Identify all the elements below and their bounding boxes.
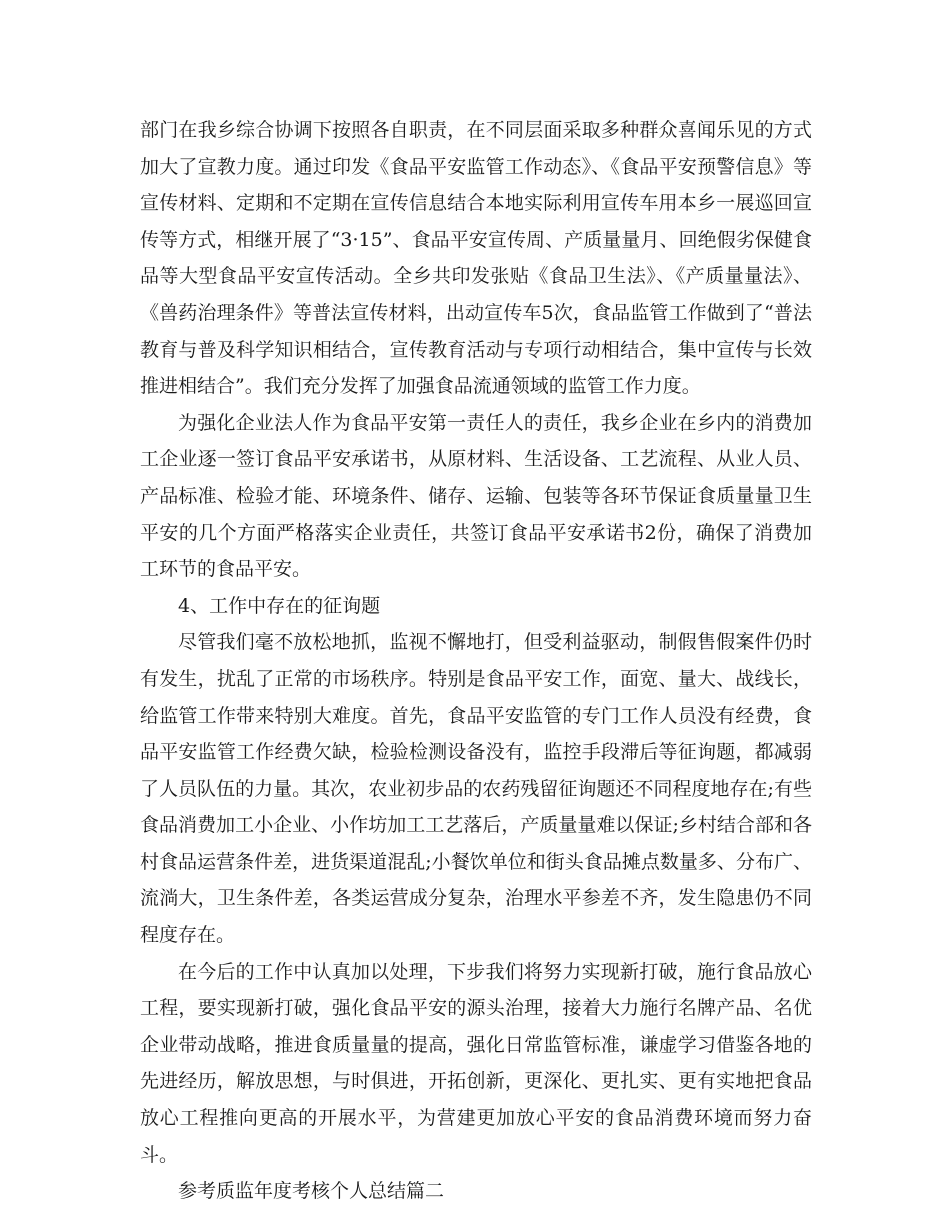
paragraph-2: 为强化企业法人作为食品平安第一责任人的责任，我乡企业在乡内的消费加工企业逐一签订食品平安承诺书，从原材料、生活设备、工艺流程、从业人员、产品标准、检验才能、环境条件、储存、运输、包装等各环节保证食质量量卫生平安的几个方面严格落实企业责任，共签订食品平安承诺书2份，确保了消费加工环节的食品平安。 [140, 411, 812, 581]
section-heading-part-two: 参考质监年度考核个人总结篇二 [178, 1180, 445, 1203]
paragraph-4: 在今后的工作中认真加以处理，下步我们将努力实现新打破，施行食品放心工程，要实现新打破，强化食品平安的源头治理，接着大力施行名牌产品、名优企业带动战略，推进食质量量的提高，强化日常监管标准，谦虚学习借鉴各地的先进经历，解放思想，与时俱进，开拓创新，更深化、更扎实、更有实地把食品放心工程推向更高的开展水平，为营建更加放心平安的食品消费环境而努力奋斗。 [140, 960, 812, 1166]
paragraph-1: 部门在我乡综合协调下按照各自职责，在不同层面采取多种群众喜闻乐见的方式加大了宣教力度。通过印发《食品平安监管工作动态》、《食品平安预警信息》等宣传材料、定期和不定期在宣传信息结合本地实际利用宣传车用本乡一展巡回宣传等方式，相继开展了“3·15”、食品平安宣传周、产质量量月、回绝假劣保健食品等大型食品平安宣传活动。全乡共印发张贴《食品卫生法》、《产质量量法》、《兽药治理条件》等普法宣传材料，出动宣传车5次，食品监管工作做到了“普法教育与普及科学知识相结合，宣传教育活动与专项行动相结合，集中宣传与长效推进相结合”。我们充分发挥了加强食品流通领域的监管工作力度。 [140, 119, 812, 398]
section-heading-problems: 4、工作中存在的征询题 [178, 594, 381, 617]
paragraph-3: 尽管我们毫不放松地抓，监视不懈地打，但受利益驱动，制假售假案件仍时有发生，扰乱了正常的市场秩序。特别是食品平安工作，面宽、量大、战线长，给监管工作带来特别大难度。首先，食品平安监管的专门工作人员没有经费，食品平安监管工作经费欠缺，检验检测设备没有，监控手段滞后等征询题，都减弱了人员队伍的力量。其次，农业初步品的农药残留征询题还不同程度地存在;有些食品消费加工小企业、小作坊加工工艺落后，产质量量难以保证;乡村结合部和各村食品运营条件差，进货渠道混乱;小餐饮单位和街头食品摊点数量多、分布广、流淌大，卫生条件差，各类运营成分复杂，治理水平参差不齐，发生隐患仍不同程度存在。 [140, 631, 812, 947]
document-body [140, 112, 812, 1210]
